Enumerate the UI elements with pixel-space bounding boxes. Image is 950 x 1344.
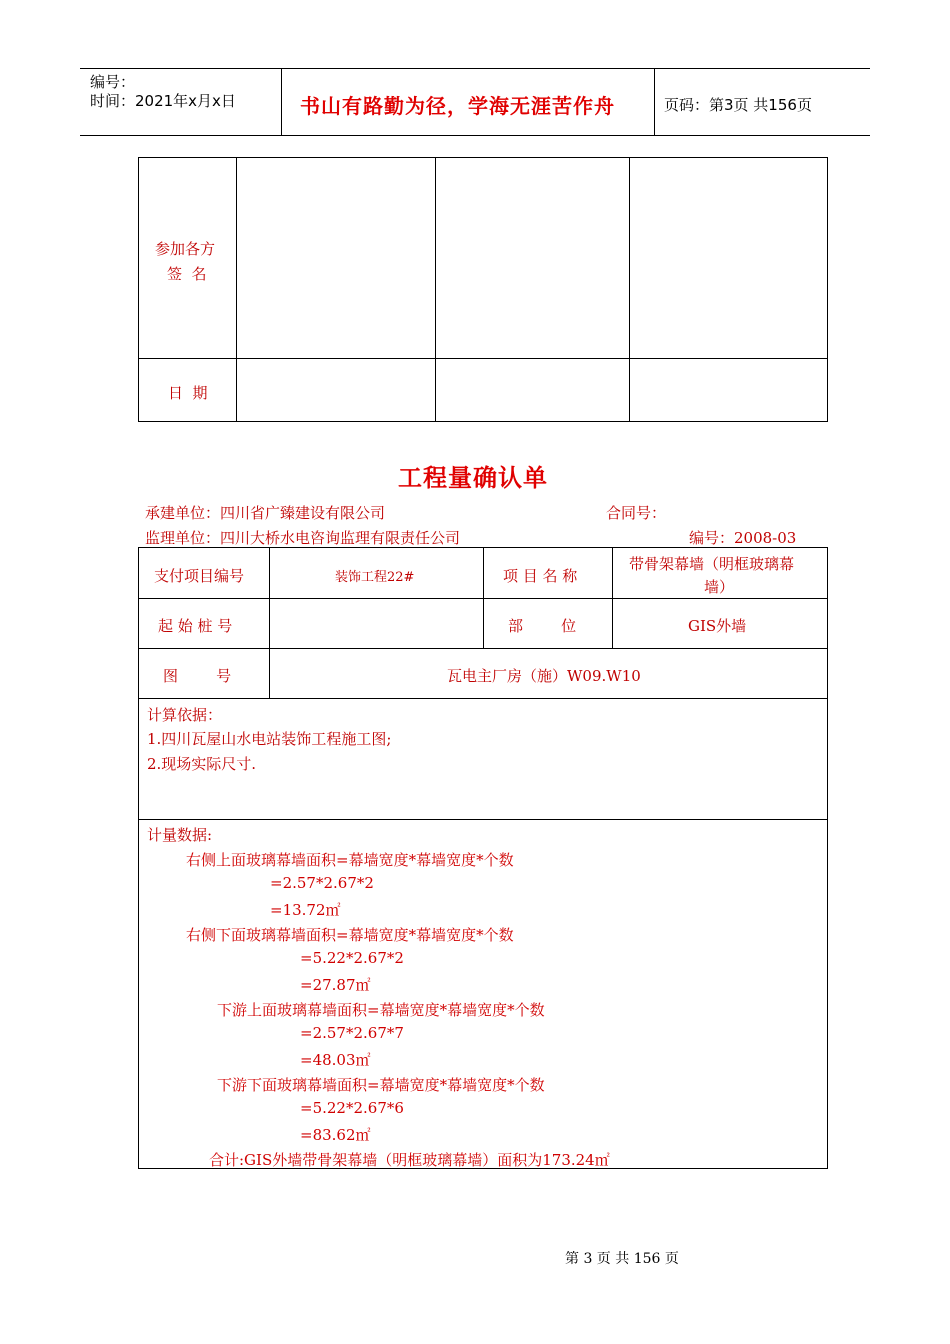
basis-item-1: 1.四川瓦屋山水电站装饰工程施工图; [147,730,392,748]
contractor-line: 承建单位：四川省广臻建设有限公司 [145,504,386,522]
calc-line: =2.57*2.67*2 [270,874,374,892]
position-value: GIS外墙 [688,617,747,635]
header-page-label: 页码：第3页 共156页 [664,96,812,114]
row-divider [139,698,827,699]
start-pile-label: 起 始 桩 号 [158,617,233,635]
basis-heading: 计算依据： [147,706,223,724]
calc-line: =13.72㎡ [270,901,341,919]
sign-label-line2: 签 名 [167,265,207,283]
calc-total-line: 合计:GIS外墙带骨架幕墙（明框玻璃幕墙）面积为173.24㎡ [209,1151,610,1169]
doc-no-label: 编号：2008-03 [689,529,797,547]
col-divider [612,548,613,648]
header-top-rule [80,68,870,69]
header-time-label: 时间：2021年x月x日 [90,92,236,110]
measurement-heading: 计量数据: [147,826,213,844]
signature-table [138,157,828,422]
contract-no-label: 合同号： [606,504,667,522]
footer-page-number: 第 3 页 共 156 页 [565,1251,679,1267]
project-name-value-line1: 带骨架幕墙（明框玻璃幕 [629,555,795,573]
header-serial-label: 编号： [90,73,136,91]
calc-line: 下游上面玻璃幕墙面积=幕墙宽度*幕墙宽度*个数 [217,1001,545,1019]
col-divider [269,548,270,698]
header-motto: 书山有路勤为径，学海无涯苦作舟 [300,94,615,118]
quantity-form-table [138,547,828,1169]
calc-line: 下游下面玻璃幕墙面积=幕墙宽度*幕墙宽度*个数 [217,1076,545,1094]
calc-line: =2.57*2.67*7 [300,1024,404,1042]
calc-line: =48.03㎡ [300,1051,371,1069]
supervisor-line: 监理单位：四川大桥水电咨询监理有限责任公司 [145,529,461,547]
project-name-label: 项 目 名 称 [503,567,578,585]
calc-line: 右侧上面玻璃幕墙面积=幕墙宽度*幕墙宽度*个数 [186,851,514,869]
form-title: 工程量确认单 [398,464,548,492]
calc-line: 右侧下面玻璃幕墙面积=幕墙宽度*幕墙宽度*个数 [186,926,514,944]
calc-line: =5.22*2.67*6 [300,1099,404,1117]
header-divider-right [654,68,655,136]
pay-item-label: 支付项目编号 [154,567,245,585]
sig-vline-1 [236,158,237,421]
drawing-label: 图 号 [163,667,232,685]
basis-item-2: 2.现场实际尺寸. [147,755,257,773]
calc-line: =5.22*2.67*2 [300,949,404,967]
drawing-value: 瓦电主厂房（施）W09.W10 [447,667,641,685]
header-bottom-rule [80,135,870,136]
row-divider [139,648,827,649]
col-divider [483,548,484,648]
calc-line: =83.62㎡ [300,1126,371,1144]
sign-label-line1: 参加各方 [155,240,216,258]
row-divider [139,819,827,820]
position-label: 部 位 [508,617,577,635]
project-name-value-line2: 墙） [704,578,735,596]
sig-hline [139,358,827,359]
date-label: 日 期 [168,384,208,402]
sig-vline-2 [435,158,436,421]
calc-line: =27.87㎡ [300,976,371,994]
pay-item-value: 装饰工程22# [335,570,415,585]
header-divider-left [281,68,282,136]
sig-vline-3 [629,158,630,421]
